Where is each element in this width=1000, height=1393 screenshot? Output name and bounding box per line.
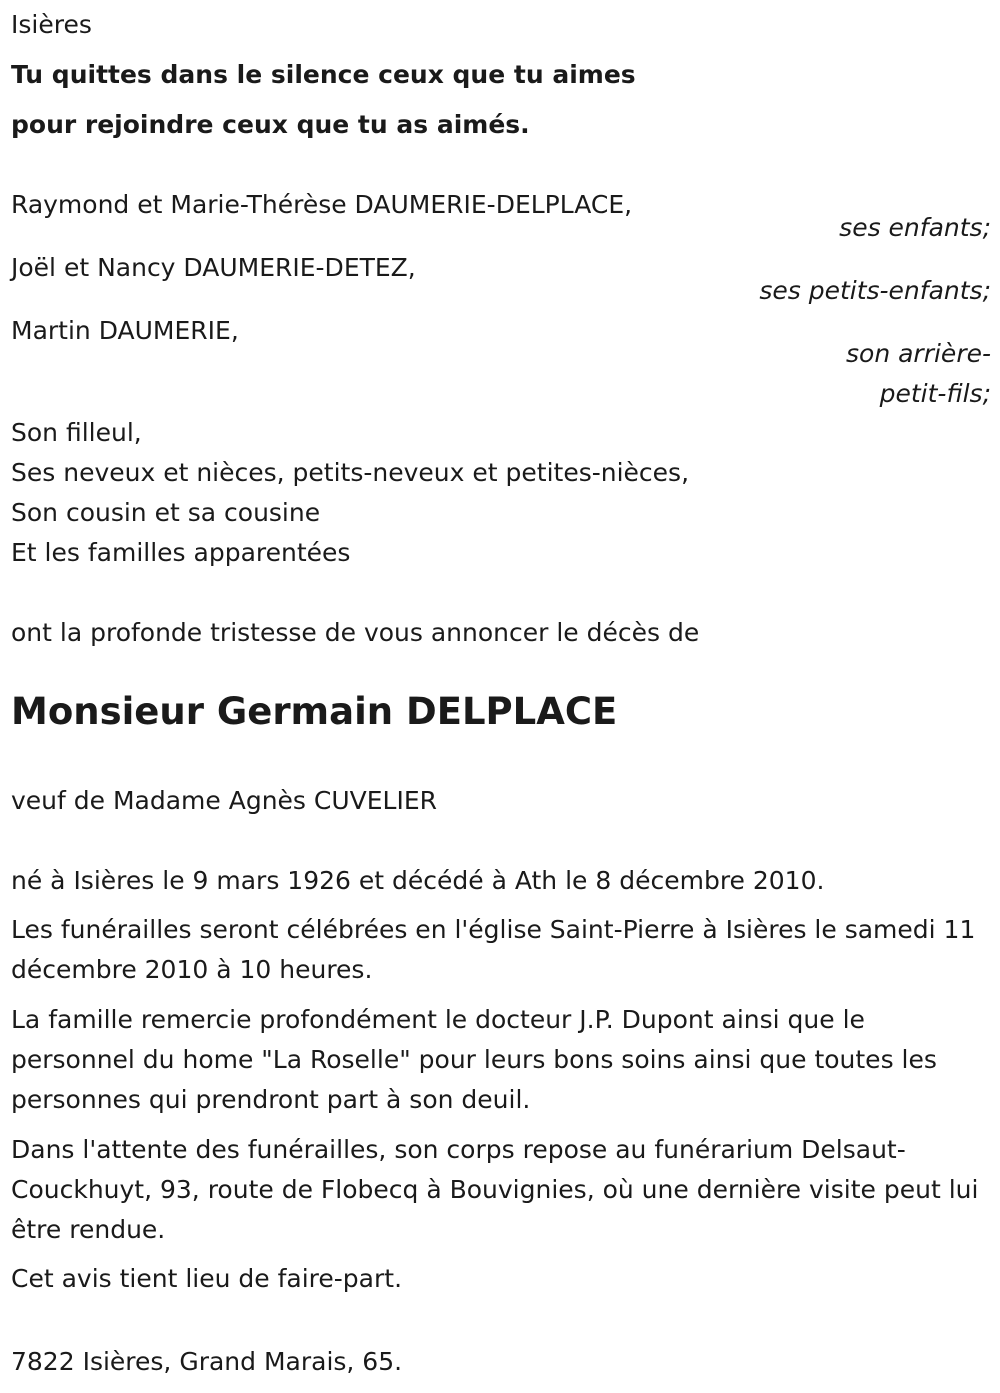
family-related: Et les familles apparentées (11, 538, 351, 567)
widower-of: veuf de Madame Agnès CUVELIER (11, 786, 438, 815)
role-grandchildren: ses petits-enfants; (759, 276, 991, 305)
role-great-grandchild-1: son arrière- (846, 339, 991, 368)
role-children: ses enfants; (839, 213, 991, 242)
verse-line-1: Tu quittes dans le silence ceux que tu aimes (11, 60, 636, 89)
funeral-info: Les funérailles seront célébrées en l'église Saint-Pierre à Isières le samedi 11 décembre 2010 à 10 heures. (11, 915, 976, 984)
deceased-name: Monsieur Germain DELPLACE (11, 690, 618, 733)
family-nephews: Ses neveux et nièces, petits-neveux et petites-nièces, (11, 458, 690, 487)
visit-info: Dans l'attente des funérailles, son corps repose au funérarium Delsaut-Couckhuyt, 93, route de Flobecq à Bouvignies, où une dernière visite peut lui être rendue. (11, 1135, 979, 1244)
notice-text: Cet avis tient lieu de faire-part. (11, 1264, 403, 1293)
role-great-grandchild-2: petit-fils; (879, 379, 991, 408)
verse-line-2: pour rejoindre ceux que tu as aimés. (11, 110, 530, 139)
town-name: Isières (11, 10, 92, 39)
family-godson: Son filleul, (11, 418, 142, 447)
family-great-grandchild: Martin DAUMERIE, (11, 316, 239, 345)
announcement-text: ont la profonde tristesse de vous annoncer le décès de (11, 618, 700, 647)
address: 7822 Isières, Grand Marais, 65. (11, 1347, 403, 1376)
family-children: Raymond et Marie-Thérèse DAUMERIE-DELPLACE, (11, 190, 633, 219)
birth-death: né à Isières le 9 mars 1926 et décédé à Ath le 8 décembre 2010. (11, 866, 825, 895)
family-grandchildren: Joël et Nancy DAUMERIE-DETEZ, (11, 253, 416, 282)
family-cousins: Son cousin et sa cousine (11, 498, 321, 527)
thanks-text: La famille remercie profondément le docteur J.P. Dupont ainsi que le personnel du home "La Roselle" pour leurs bons soins ainsi que toutes les personnes qui prendront part à son deuil. (11, 1005, 937, 1114)
